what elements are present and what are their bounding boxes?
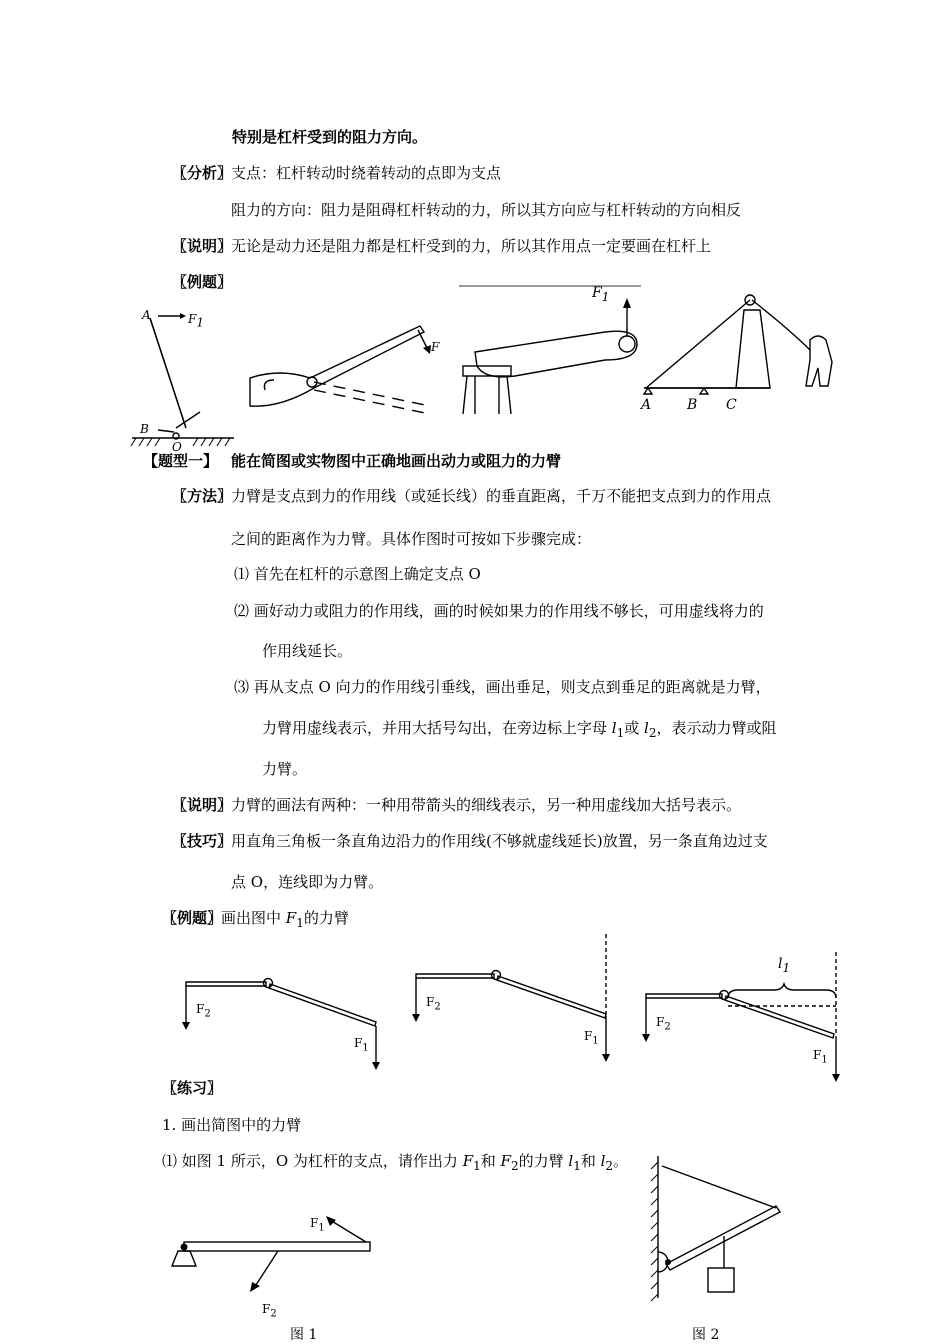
- fig1-f1: $F_1$: [310, 1216, 325, 1234]
- lever-diagram-1: [180, 972, 390, 1082]
- figure-2-wall-triangle: [648, 1152, 788, 1302]
- opener-label-f1: $F_1$: [592, 285, 610, 304]
- pyramid-label-a: A: [641, 397, 652, 413]
- step-1: ⑴ 首先在杠杆的示意图上确定支点 O: [234, 565, 481, 583]
- topic-label: 【题型一】: [143, 452, 219, 470]
- scissors-label-f: F: [431, 340, 440, 354]
- lever3-f2: $F_2$: [656, 1015, 671, 1033]
- scissors-figure: [240, 318, 440, 418]
- figure-2-caption: 图 2: [692, 1327, 720, 1343]
- analysis-text-1: 支点：杠杆转动时绕着转动的点即为支点: [231, 164, 502, 182]
- note-text: 无论是动力还是阻力都是杠杆受到的力，所以其作用点一定要画在杠杆上: [231, 237, 712, 255]
- topic-title: 能在简图或实物图中正确地画出动力或阻力的力臂: [231, 452, 562, 470]
- practice-2: ⑴ 如图 1 所示，O 为杠杆的支点，请作出力 $F_1$和 $F_2$的力臂 $l_1$和 $l_2$。: [162, 1152, 629, 1173]
- bottle-opener-figure: [455, 282, 645, 416]
- crowbar-label-b: B: [140, 422, 149, 436]
- figure-1-lever: [168, 1210, 378, 1310]
- tip-text-1: 用直角三角板一条直角边沿力的作用线(不够就虚线延长)放置，另一条直角边过支: [231, 832, 768, 850]
- crowbar-label-f: $F_1$: [188, 312, 204, 330]
- step-3c: 力臂。: [262, 760, 308, 778]
- pyramid-label-c: C: [726, 397, 737, 413]
- tip-label: 〖技巧〗: [172, 832, 233, 850]
- method-text-2: 之间的距离作为力臂。具体作图时可按如下步骤完成：: [231, 530, 592, 548]
- example2-text: 画出图中 $F_1$的力臂: [221, 909, 349, 930]
- analysis-label: 〖分析〗: [172, 164, 233, 182]
- lever3-l1: $l_1$: [778, 956, 791, 975]
- note2-text: 力臂的画法有两种：一种用带箭头的细线表示，另一种用虚线加大括号表示。: [231, 796, 742, 814]
- step-2b: 作用线延长。: [262, 642, 353, 660]
- step-3a: ⑶ 再从支点 O 向力的作用线引垂线，画出垂足，则支点到垂足的距离就是力臂，: [234, 678, 771, 696]
- lever3-f1: $F_1$: [813, 1048, 828, 1066]
- lever1-f1: $F_1$: [354, 1036, 369, 1054]
- example-label: 〖例题〗: [172, 273, 233, 291]
- pyramid-figure: [640, 290, 850, 420]
- tip-text-2: 点 O，连线即为力臂。: [231, 873, 384, 891]
- fig1-f2: $F_2$: [262, 1302, 277, 1320]
- lever1-f2: $F_2$: [196, 1002, 211, 1020]
- figure-1-caption: 图 1: [290, 1327, 318, 1343]
- pyramid-label-b: B: [687, 397, 698, 413]
- lever2-f2: $F_2$: [426, 995, 441, 1013]
- step-2a: ⑵ 画好动力或阻力的作用线，画的时候如果力的作用线不够长，可用虚线将力的: [234, 602, 764, 620]
- lever2-f1: $F_1$: [584, 1029, 599, 1047]
- crowbar-label-o: O: [172, 440, 182, 454]
- method-text-1: 力臂是支点到力的作用线（或延长线）的垂直距离，千万不能把支点到力的作用点: [231, 487, 772, 505]
- example2-label: 〖例题〗: [162, 909, 223, 927]
- step-3b: 力臂用虚线表示，并用大括号勾出，在旁边标上字母 $l_1$或 $l_2$，表示动力臂或阻: [262, 719, 777, 740]
- practice-label: 〖练习〗: [162, 1079, 223, 1097]
- method-label: 〖方法〗: [172, 487, 233, 505]
- crowbar-label-a: A: [142, 308, 151, 322]
- analysis-text-2: 阻力的方向：阻力是阻碍杠杆转动的力，所以其方向应与杠杆转动的方向相反: [231, 201, 742, 219]
- note-label: 〖说明〗: [172, 237, 233, 255]
- intro-line: 特别是杠杆受到的阻力方向。: [232, 128, 428, 146]
- note2-label: 〖说明〗: [172, 796, 233, 814]
- practice-1: 1. 画出简图中的力臂: [162, 1116, 302, 1134]
